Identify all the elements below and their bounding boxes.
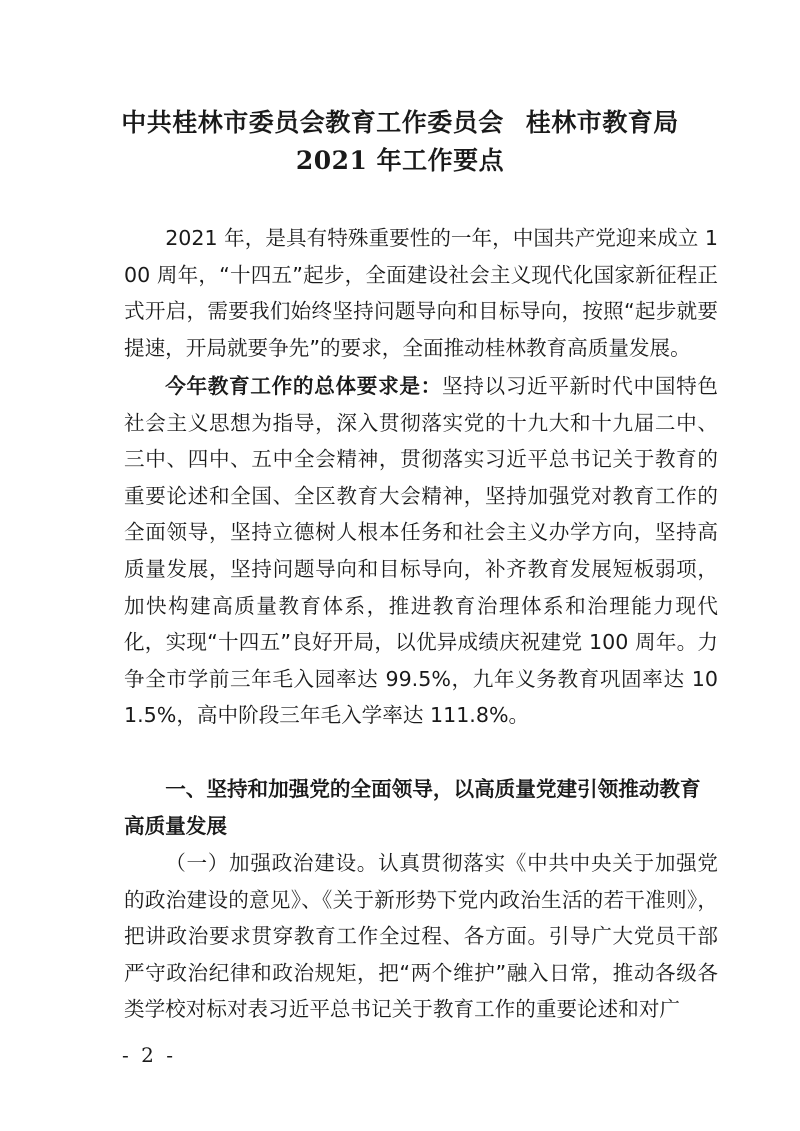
document-title [0,108,800,138]
intro-paragraph: 2021 年，是具有特殊重要性的一年，中国共产党迎来成立 100 周年，“十四五”起步，全面建设社会主义现代化国家新征程正式开启，需要我们始终坚持问题导向和目标导向，按照“起步就要提速，开局就要争先”的要求，全面推动桂林教育高质量发展。 [124,226,718,360]
title-org-left: 中共桂林市委员会教育工作委员会 [121,108,504,137]
subsection-paragraph-1: （一）加强政治建设。认真贯彻落实《中共中央关于加强党的政治建设的意见》、《关于新形势下党内政治生活的若干准则》，把讲政治要求贯穿教育工作全过程、各方面。引导广大党员干部严守政治纪律和政治规矩，把“两个维护”融入日常，推动各级各类学校对标对表习近平总书记关于教育工作的重要论述和对广 [124,851,718,1022]
section-heading-1: 一、坚持和加强党的全面领导，以高质量党建引领推动教育高质量发展 [124,777,701,838]
page-number: - 2 - [122,1043,176,1067]
requirements-paragraph [124,368,718,734]
requirements-lead: 今年教育工作的总体要求是： [165,374,442,398]
title-org-right: 桂林市教育局 [525,108,679,137]
document-subtitle: 2021 年工作要点 [295,146,505,175]
requirements-text: 坚持以习近平新时代中国特色社会主义思想为指导，深入贯彻落实党的十九大和十九届二中、三中、四中、五中全会精神，贯彻落实习近平总书记关于教育的重要论述和全国、全区教育大会精神，坚持加强党对教育工作的全面领导，坚持立德树人根本任务和社会主义办学方向，坚持高质量发展，坚持问题导向和目标导向，补齐教育发展短板弱项，加快构建高质量教育体系，推进教育治理体系和治理能力现代化，实现“十四五”良好开局，以优异成绩庆祝建党 100 周年。力争全市学前三年毛入园率达 99.5%，九年义务教育巩固率达 101.5%，高中阶段三年毛入学率达 111.8%。 [124,374,719,728]
